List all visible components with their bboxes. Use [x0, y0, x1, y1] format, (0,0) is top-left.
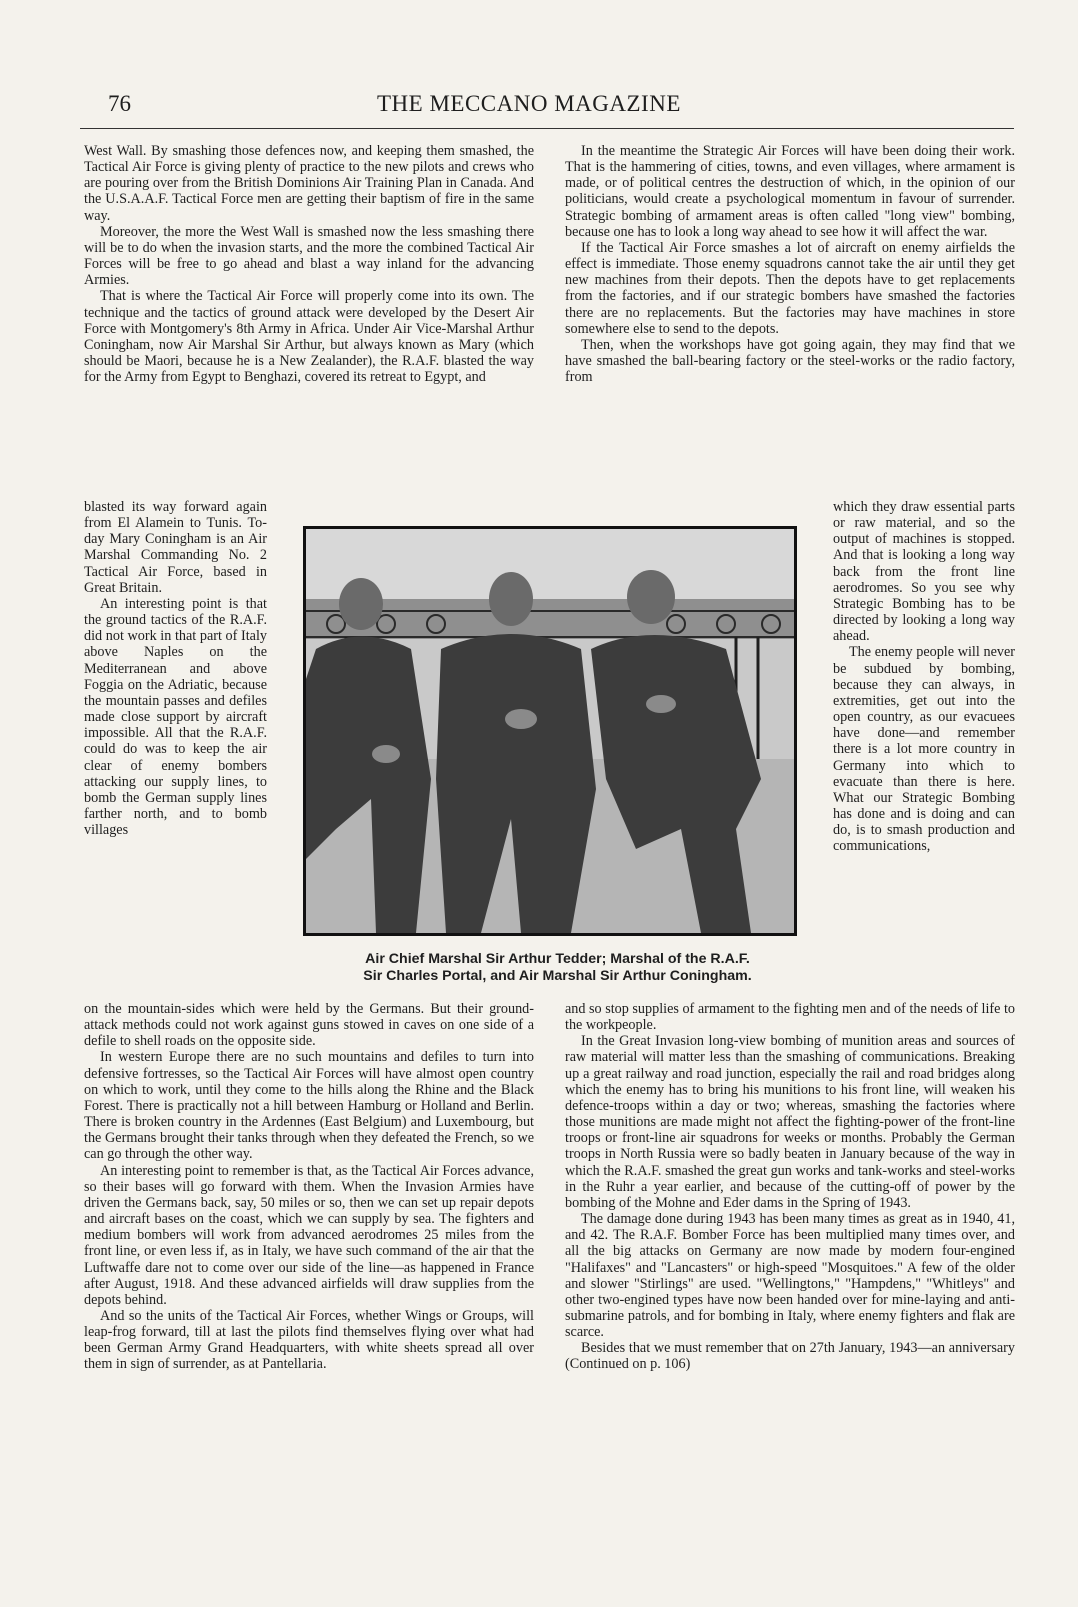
photo-caption: [285, 951, 830, 985]
article-column-left-bottom: [84, 1001, 534, 1373]
paragraph: And so the units of the Tactical Air Forces, whether Wings or Groups, will leap-frog forward, till at last the pilots find themselves flying over what had been German Army Grand Headquarters, with white sheets spread all over them in sign of surrender, as at Pantellaria.: [84, 1307, 534, 1373]
paragraph: An interesting point is that the ground tactics of the R.A.F. did not work in that part of Italy above Naples on the Mediterranean and above Foggia on the Adriatic, because the mountain passes and defiles made close support by aircraft impossible. All that the R.A.F. could do was to keep the air clear of enemy bombers attacking our supply lines, to bomb the German supply lines farther north, and to bomb villages: [84, 595, 267, 839]
paragraph: blasted its way forward again from El Alamein to Tunis. To-day Mary Coningham is an Air Marshal Commanding No. 2 Tactical Air Force, based in Great Britain.: [84, 499, 267, 596]
caption-line: Air Chief Marshal Sir Arthur Tedder; Marshal of the R.A.F.: [365, 951, 750, 967]
paragraph: on the mountain-sides which were held by the Germans. But their ground-attack methods could not work against guns stowed in caves on one side of a defile to shell roads on the opposite side.: [84, 1001, 534, 1050]
article-column-right-bottom: [565, 1001, 1015, 1373]
article-column-right-wrap: [833, 499, 1015, 854]
caption-line: Sir Charles Portal, and Air Marshal Sir Arthur Coningham.: [363, 968, 752, 984]
paragraph: The enemy people will never be subdued by bombing, because they can always, in extremities, get out into the open country, as our evacuees have done—and remember there is a lot more country in Germany into which to evacuate than there is here. What our Strategic Bombing has done and is doing and can do, is to smash production and communications,: [833, 644, 1015, 855]
paragraph: Then, when the workshops have got going again, they may find that we have smashed the ball-bearing factory or the steel-works or the radio factory, from: [565, 336, 1015, 386]
paragraph: and so stop supplies of armament to the fighting men and of the needs of life to the workpeople.: [565, 1001, 1015, 1034]
paragraph: In the meantime the Strategic Air Forces will have been doing their work. That is the hammering of cities, towns, and even villages, where armament is made, or of political centres the destruction of which, in the opinion of our politicians, would create a psychological momentum in favour of surrender. Strategic bombing of armament areas is often called "long view" bombing, because one has to look a long way ahead to see how it will affect the war.: [565, 143, 1015, 240]
paragraph: That is where the Tactical Air Force will properly come into its own. The technique and the tactics of ground attack were developed by the Desert Air Force with Montgomery's 8th Army in Africa. Under Air Vice-Marshal Arthur Coningham, now Air Marshal Sir Arthur, but always known as Mary (which should be Maori, because he is a New Zealander), the R.A.F. blasted the way for the Army from Egypt to Benghazi, covered its retreat to Egypt, and: [84, 288, 534, 386]
paragraph: If the Tactical Air Force smashes a lot of aircraft on enemy airfields the effect is immediate. Those enemy squadrons cannot take the air until they get new machines from their depots. Then the depots have to get replacements from the factories, and if our strategic bombers have smashed the factories there are no replacements. But the factories may have machines in store somewhere else to send to the depots.: [565, 239, 1015, 337]
paragraph: West Wall. By smashing those defences now, and keeping them smashed, the Tactical Air Force is giving plenty of practice to the new pilots and crews who are pouring over from the British Dominions Air Training Plan in Canada. And the U.S.A.A.F. Tactical Force men are getting their baptism of fire in the same way.: [84, 143, 534, 224]
paragraph: In the Great Invasion long-view bombing of munition areas and sources of raw material will matter less than the smashing of communications. Breaking up a great railway and road junction, especially the rail and road bridges along which the enemy has to bring his munitions to his front line, will weaken his defence-troops within a day or two; whereas, smashing the factories where those munitions are made might not affect the fighting-power of the front-line troops or front-line air squadrons for weeks or months. Probably the German troops in North Russia were so badly beaten in January because of the way in which the R.A.F. smashed the great gun works and tank-works and steel-works in the Ruhr a year earlier, and because of the cutting-off of power by the bombing of the Mohne and Eder dams in the Spring of 1943.: [565, 1033, 1015, 1211]
paragraph: In western Europe there are no such mountains and defiles to turn into defensive fortresses, so the Tactical Air Forces will have almost open country on which to work, until they come to the hills along the Rhine and the Black Forest. There is practically not a hill between Hamburg or Holland and Berlin. There is broken country in the Ardennes (East Belgium) and Luxembourg, but the Germans brought their tanks through when they defeated the French, so we can go through the other way.: [84, 1049, 534, 1163]
article-column-left-wrap: [84, 499, 267, 838]
paragraph: An interesting point to remember is that, as the Tactical Air Forces advance, so their bases will go forward with them. When the Invasion Armies have driven the Germans back, say, 50 miles or so, then we can set up repair depots and aircraft bases on the coast, which we can supply by sea. The fighters and medium bombers will work from advanced aerodromes 25 miles from the front line, or even less if, as in Italy, we have such command of the air that the Luftwaffe dare not to come over our side of the line—as happened in France after August, 1918. And these advanced airfields will draw supplies from the depots behind.: [84, 1162, 534, 1308]
paragraph: which they draw essential parts or raw material, and so the output of machines is stopped. And that is looking a long way back from the front line aerodromes. So you see why Strategic Bombing has to be directed by looking a long way ahead.: [833, 499, 1015, 645]
page-number: 76: [108, 91, 131, 116]
paragraph: Besides that we must remember that on 27th January, 1943—an anniversary (Continued on p. 106): [565, 1340, 1015, 1373]
article-column-left-top: [84, 143, 534, 385]
paragraph: The damage done during 1943 has been many times as great as in 1940, 41, and 42. The R.A.F. Bomber Force has been multiplied many times over, and all the big attacks on Germany are now made by modern four-engined "Halifaxes" and "Lancasters" or high-speed "Mosquitoes." A few of the older and slower "Stirlings" are used. "Wellingtons," "Hampdens," "Whitleys" and other two-engined types have now been handed over for mine-laying and anti-submarine patrols, and for bombing in Italy, where enemy fighters and flak are scarce.: [565, 1211, 1015, 1341]
magazine-title: THE MECCANO MAGAZINE: [377, 91, 681, 116]
paragraph: Moreover, the more the West Wall is smashed now the less smashing there will be to do when the invasion starts, and the more the combined Tactical Air Forces will be free to go ahead and blast a way inland for the advancing Armies.: [84, 223, 534, 289]
officers-photo: [303, 526, 797, 936]
article-column-right-top: [565, 143, 1015, 385]
header-rule: [80, 128, 1014, 129]
